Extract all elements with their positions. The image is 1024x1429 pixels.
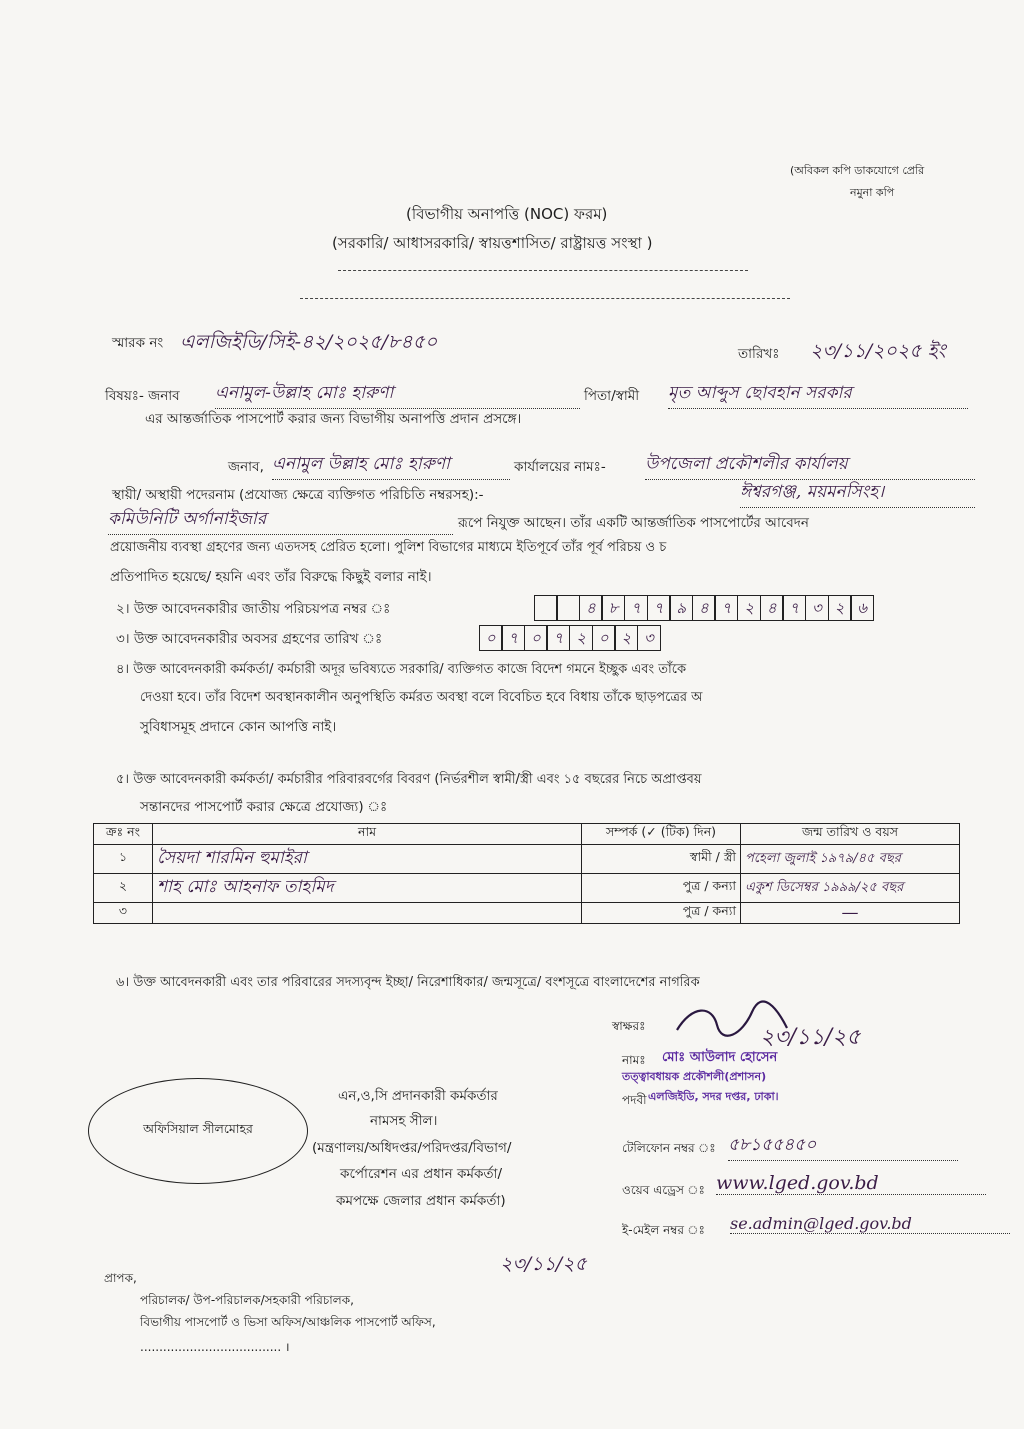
item4-line1: ৪। উক্ত আবেদনকারী কর্মকর্তা/ কর্মচারী অদূর ভবিষ্যতে সরকারি/ ব্যক্তিগত কাজে বিদেশ গমনে ইচ্ছুক এবং তাঁকে (116, 662, 687, 677)
digit-box: ৭ (624, 595, 648, 621)
col-header-dob: জন্ম তারিখ ও বয়স (741, 824, 960, 845)
row-relation: স্বামী / স্ত্রী (582, 845, 741, 874)
divider (338, 270, 748, 271)
row-relation: পুত্র / কন্যা (582, 903, 741, 924)
initials-signature: ২৩/১১/২৫ (500, 1253, 587, 1275)
digit-box: ০ (592, 625, 616, 651)
digit-box: ০ (479, 625, 503, 651)
office-location: ঈশ্বরগঞ্জ, ময়মনসিংহ। (740, 479, 975, 508)
email-label: ই-মেইল নম্বর ঃ (622, 1223, 705, 1237)
memo-number: এলজিইডি/সিই-৪২/২০২৫/৮৪৫০ (180, 331, 438, 353)
row-name: সৈয়দা শারমিন হুমাইরা (153, 845, 582, 874)
stamp-name: মোঃ আউলাদ হোসেন (662, 1050, 778, 1065)
authority-line4: কর্পোরেশন এর প্রধান কর্মকর্তা/ (340, 1166, 503, 1182)
row-name (153, 903, 582, 924)
row-dob: — (741, 903, 960, 924)
form-title: (বিভাগীয় অনাপত্তি (NOC) ফরম) (406, 205, 608, 223)
digit-box: ০ (524, 625, 548, 651)
col-header-serial: ক্রঃ নং (94, 824, 153, 845)
item5-line1: ৫। উক্ত আবেদনকারী কর্মকর্তা/ কর্মচারীর পরিবারবর্গের বিবরণ (নির্ভরশীল স্বামী/স্ত্রী এবং ১৫ বছরের নিচে অপ্রাপ্তবয় (116, 772, 702, 787)
mr-name: এনামুল উল্লাহ মোঃ হারুণা (272, 451, 510, 480)
nid-number-boxes (535, 595, 874, 621)
office-label: কার্যালয়ের নামঃ- (514, 459, 606, 475)
office-name: উপজেলা প্রকৌশলীর কার্যালয় (645, 451, 975, 480)
subject-line2: এর আন্তর্জাতিক পাসপোর্ট করার জন্য বিভাগীয় অনাপত্তি প্রদান প্রসঙ্গে। (145, 411, 522, 427)
family-table (93, 823, 960, 924)
body-para2: প্রয়োজনীয় ব্যবস্থা গ্রহণের জন্য এতদসহ প্রেরিত হলো। পুলিশ বিভাগের মাধ্যমে ইতিপূর্বে তাঁর পূর্ব পরিচয় ও চ (110, 540, 667, 555)
recipient-line2: বিভাগীয় পাসপোর্ট ও ভিসা অফিস/আঞ্চলিক পাসপোর্ট অফিস, (140, 1315, 436, 1329)
digit-box: ২ (614, 625, 638, 651)
authority-line1: এন,ও,সি প্রদানকারী কর্মকর্তার (338, 1088, 498, 1104)
recipient-line1: পরিচালক/ উপ-পরিচালক/সহকারী পরিচালক, (140, 1293, 354, 1307)
table-row (94, 845, 960, 874)
body-para3: প্রতিপাদিত হয়েছে/ হয়নি এবং তাঁর বিরুদ্ধে কিছুই বলার নাই। (110, 569, 432, 585)
web-label: ওয়েব এড্রেস ঃ (622, 1183, 705, 1197)
item5-line2: সন্তানদের পাসপোর্ট করার ক্ষেত্রে প্রযোজ্য) ঃ (140, 799, 388, 815)
digit-box: ৭ (647, 595, 671, 621)
digit-box: ৮ (601, 595, 625, 621)
post-label-sign: পদবী (622, 1093, 647, 1107)
web-value: www.lged.gov.bd (716, 1172, 986, 1195)
table-row (94, 903, 960, 924)
item4-line3: সুবিধাসমূহ প্রদানে কোন আপত্তি নাই। (140, 719, 337, 735)
post-label: স্থায়ী/ অস্থায়ী পদেরনাম (প্রযোজ্য ক্ষেত্রে ব্যক্তিগত পরিচিতি নম্বরসহ):- (112, 487, 484, 503)
digit-box: ৭ (501, 625, 525, 651)
name-label: নামঃ (622, 1053, 646, 1067)
nid-label: ২। উক্ত আবেদনকারীর জাতীয় পরিচয়পত্র নম্বর ঃ (116, 601, 391, 617)
row-dob: একুশ ডিসেম্বর ১৯৯৯/২৫ বছর (741, 874, 960, 903)
row-serial: ১ (94, 845, 153, 874)
row-serial: ২ (94, 874, 153, 903)
row-name: শাহ মোঃ আহনাফ তাহমিদ (153, 874, 582, 903)
father-name: মৃত আব্দুস ছোবহান সরকার (668, 380, 968, 409)
digit-box (556, 595, 580, 621)
retirement-label: ৩। উক্ত আবেদনকারীর অবসর গ্রহণের তারিখ ঃ (116, 631, 383, 647)
digit-box: ৭ (714, 595, 738, 621)
father-label: পিতা/স্বামী (584, 388, 640, 404)
recipient-line3: ..................................... । (140, 1340, 290, 1354)
stamp-designation: তত্ত্বাবধায়ক প্রকৌশলী(প্রশাসন) (622, 1070, 767, 1083)
digit-box: ২ (737, 595, 761, 621)
corner-note-line2: নমুনা কপি (850, 186, 895, 199)
digit-box: ২ (828, 595, 852, 621)
memo-label: স্মারক নং (112, 335, 164, 351)
email-value: se.admin@lged.gov.bd (730, 1214, 1010, 1234)
row-dob: পহেলা জুলাই ১৯৭৯/৪৫ বছর (741, 845, 960, 874)
divider (300, 298, 790, 299)
date-value: ২৩/১১/২০২৫ ইং (810, 340, 946, 362)
digit-box: ৯ (669, 595, 693, 621)
row-relation: পুত্র / কন্যা (582, 874, 741, 903)
official-seal-oval (88, 1078, 308, 1184)
authority-line3: (মন্ত্রণালয়/অধিদপ্তর/পরিদপ্তর/বিভাগ/ (312, 1140, 512, 1156)
row-serial: ৩ (94, 903, 153, 924)
recipient-label: প্রাপক, (104, 1271, 137, 1285)
digit-box: ৪ (579, 595, 603, 621)
seal-label: অফিসিয়াল সীলমোহর (143, 1121, 253, 1136)
col-header-relation: সম্পর্ক (✓ (টিক) দিন) (582, 824, 741, 845)
stamp-office: এলজিইডি, সদর দপ্তর, ঢাকা। (648, 1090, 779, 1103)
digit-box: ২ (569, 625, 593, 651)
table-header-row (94, 824, 960, 845)
item4-line2: দেওয়া হবে। তাঁর বিদেশ অবস্থানকালীন অনুপস্থিতি কর্মরত অবস্থা বলে বিবেচিত হবে বিধায় তাঁকে ছাড়পত্রের অ (140, 690, 703, 705)
signature-date: ২৩/১১/২৫ (760, 1025, 861, 1050)
body-para1: রূপে নিযুক্ত আছেন। তাঁর একটি আন্তর্জাতিক পাসপোর্টের আবেদন (458, 515, 809, 531)
digit-box: ৪ (760, 595, 784, 621)
table-row (94, 874, 960, 903)
authority-line5: কমপক্ষে জেলার প্রধান কর্মকর্তা) (336, 1193, 506, 1209)
form-subtitle: (সরকারি/ আধাসরকারি/ স্বায়ত্তশাসিত/ রাষ্ট্রায়ত্ত সংস্থা ) (332, 234, 653, 252)
authority-line2: নামসহ সীল। (370, 1113, 438, 1129)
digit-box: ৩ (805, 595, 829, 621)
retirement-date-boxes (480, 625, 661, 651)
item6-text: ৬। উক্ত আবেদনকারী এবং তার পরিবারের সদস্যবৃন্দ ইচ্ছা/ নিরেশাধিকার/ জন্মসূত্রে/ বংশসূত্রে বাংলাদেশের নাগরিক (116, 975, 700, 990)
corner-note-line1: (অবিকল কপি ডাকযোগে প্রেরি (790, 164, 925, 177)
mr-label: জনাব, (228, 459, 264, 475)
digit-box: ৭ (546, 625, 570, 651)
date-label: তারিখঃ (738, 346, 780, 362)
digit-box (534, 595, 558, 621)
col-header-name: নাম (153, 824, 582, 845)
phone-label: টেলিফোন নম্বর ঃ (622, 1141, 716, 1155)
digit-box: ৩ (637, 625, 661, 651)
phone-value: ৫৮১৫৫৪৫০ (728, 1132, 958, 1161)
subject-name: এনামুল-উল্লাহ মোঃ হারুণা (215, 380, 580, 409)
subject-label: বিষয়ঃ- জনাব (105, 388, 180, 404)
signature-label: স্বাক্ষরঃ (612, 1019, 646, 1033)
post-name: কমিউনিটি অর্গানাইজার (108, 506, 453, 535)
digit-box: ৭ (782, 595, 806, 621)
digit-box: ৬ (850, 595, 874, 621)
digit-box: ৪ (692, 595, 716, 621)
